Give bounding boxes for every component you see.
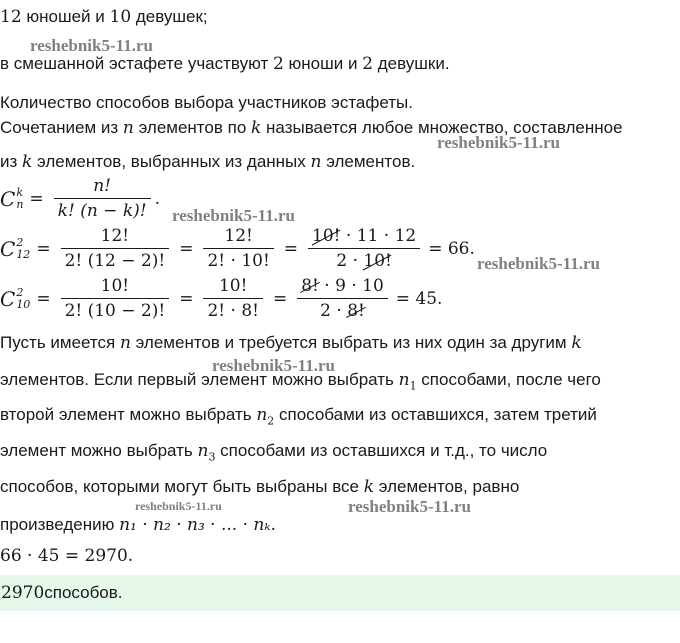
formula-lhs — [0, 237, 30, 261]
numerator: 10! — [100, 276, 130, 296]
result: = 45. — [395, 288, 443, 309]
equals: = — [179, 238, 194, 259]
para-line-4 — [0, 440, 547, 468]
num-10: 10 — [109, 7, 132, 27]
text: элементов по — [133, 118, 251, 137]
sup: k — [16, 185, 23, 199]
text: юношей и — [21, 7, 110, 26]
fraction-3 — [308, 226, 420, 271]
var-n: n — [197, 441, 209, 461]
text: элементов. — [321, 152, 416, 171]
formula-lhs — [0, 287, 30, 311]
denominator: k! (n − k)! — [54, 198, 151, 221]
text: элемент можно выбрать — [0, 441, 198, 460]
text: элементов, равно — [374, 477, 520, 496]
line-1 — [0, 6, 208, 28]
text: элементов и требуется выбрать из них один за другим — [130, 333, 572, 352]
denominator: 2! · 10! — [203, 248, 273, 271]
watermark-small: reshebnik5-11.ru — [135, 499, 222, 513]
equals: = — [36, 238, 51, 259]
num: 2 — [272, 54, 284, 74]
cancelled: 8! — [347, 301, 365, 321]
equals: = — [29, 188, 44, 209]
denominator: 2! (10 − 2)! — [61, 298, 170, 321]
calculation: 66 · 45 = 2970. — [0, 546, 134, 566]
fraction-1 — [61, 276, 170, 321]
watermark: reshebnik5-11.ru — [30, 36, 153, 55]
text: Сочетанием из — [0, 118, 123, 137]
product-formula: n₁ · n₂ · n₃ · ... · nₖ. — [119, 515, 276, 535]
text: девушек; — [131, 7, 208, 26]
var-n: n — [398, 370, 410, 390]
fraction-3 — [297, 276, 388, 321]
text: элементов, выбранных из данных — [32, 152, 311, 171]
equals: = — [179, 288, 194, 309]
text: называется любое множество, составленное — [261, 118, 623, 137]
sub: 1 — [409, 379, 417, 393]
watermark: reshebnik5-11.ru — [212, 356, 335, 375]
formula-c12 — [0, 226, 475, 271]
scripts — [16, 187, 23, 211]
fraction-1 — [61, 226, 170, 271]
pre: 2 · — [320, 301, 348, 321]
text: способов, которыми могут быть выбраны все — [0, 477, 364, 496]
sub: 12 — [16, 247, 31, 261]
equals: = — [272, 288, 288, 309]
sup: 2 — [16, 285, 24, 299]
num: 2 — [362, 54, 374, 74]
watermark: reshebnik5-11.ru — [477, 254, 600, 273]
pre: 2 · — [336, 251, 364, 271]
numerator: 12! — [100, 226, 130, 246]
watermark: reshebnik5-11.ru — [437, 133, 560, 152]
watermark: reshebnik5-11.ru — [172, 206, 295, 225]
text: Пусть имеется — [0, 333, 120, 352]
num-12: 12 — [0, 7, 22, 27]
para-line-3 — [0, 404, 597, 432]
text: из — [0, 152, 23, 171]
numerator — [297, 276, 388, 298]
denominator — [308, 248, 420, 271]
sub: n — [16, 197, 24, 211]
sub: 10 — [16, 297, 31, 311]
var-k: k — [363, 477, 375, 497]
fraction — [54, 176, 151, 221]
scripts — [16, 287, 30, 311]
cancelled: 10! — [363, 251, 392, 271]
cancelled: 8! — [301, 276, 319, 296]
denominator: 2! (12 − 2)! — [61, 248, 170, 271]
fraction-2 — [203, 276, 263, 321]
rest: · 11 · 12 — [340, 226, 417, 246]
symbol-c: C — [0, 286, 16, 311]
text: элементов. Если первый элемент можно выбрать — [0, 370, 399, 389]
line-5 — [0, 151, 415, 173]
text: способами из оставшихся и т.д., то число — [215, 441, 548, 460]
scripts — [16, 237, 30, 261]
var-n: n — [256, 405, 268, 425]
answer-box — [0, 575, 680, 611]
numerator: 10! — [218, 276, 248, 296]
var-n: n — [122, 118, 134, 138]
var-n: n — [119, 333, 131, 353]
denominator — [297, 298, 388, 321]
text: в смешанной эстафете участвуют — [0, 54, 273, 73]
sup: 2 — [16, 235, 24, 249]
equals: = — [36, 288, 51, 309]
text: второй элемент можно выбрать — [0, 405, 257, 424]
symbol-c: C — [0, 236, 16, 261]
text: девушки. — [373, 54, 450, 73]
cancelled: 10! — [312, 226, 341, 246]
answer-number: 2970 — [1, 583, 45, 603]
formula-general — [0, 176, 160, 221]
watermark: reshebnik5-11.ru — [348, 497, 471, 516]
sub: 3 — [208, 450, 216, 464]
symbol-c: C — [0, 186, 16, 211]
formula-c10 — [0, 276, 442, 321]
numerator: 12! — [224, 226, 253, 246]
denominator: 2! · 8! — [203, 298, 263, 321]
result: = 66. — [428, 238, 475, 259]
var-k: k — [251, 118, 262, 138]
text: юноши и — [283, 54, 363, 73]
period: . — [154, 188, 160, 209]
numerator: n! — [93, 176, 112, 196]
line-3: Количество способов выбора участников эстафеты. — [0, 93, 413, 112]
rest: · 9 · 10 — [318, 276, 384, 296]
para-line-6 — [0, 514, 276, 536]
answer-text: способов. — [44, 583, 123, 602]
text: способами, после чего — [416, 370, 601, 389]
var-k: k — [571, 333, 582, 353]
var-k: k — [22, 152, 33, 172]
var-n: n — [310, 152, 322, 172]
equals: = — [283, 238, 299, 259]
numerator — [308, 226, 420, 248]
para-line-2 — [0, 369, 601, 397]
line-2 — [0, 53, 450, 75]
para-line-5 — [0, 476, 519, 498]
formula-lhs — [0, 187, 23, 211]
fraction-2 — [203, 226, 273, 271]
text: способами из оставшихся, затем третий — [274, 405, 597, 424]
text: произведению — [0, 515, 120, 534]
para-line-1 — [0, 332, 582, 354]
sub: 2 — [267, 414, 275, 428]
